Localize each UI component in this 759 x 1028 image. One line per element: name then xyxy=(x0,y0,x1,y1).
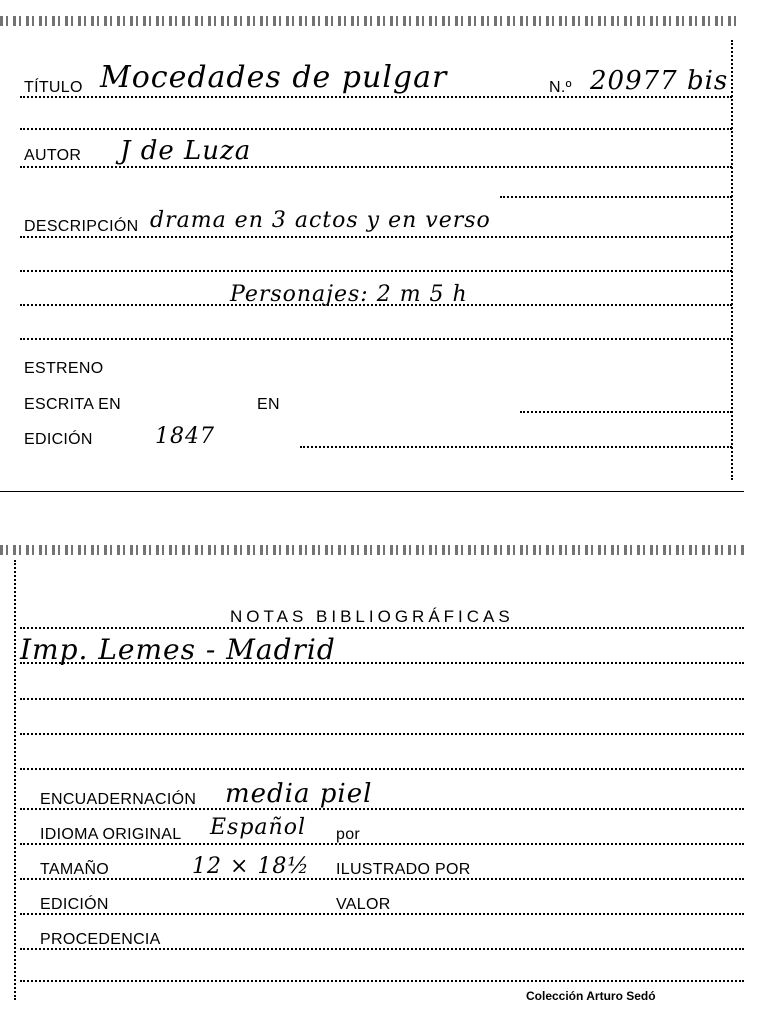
procedencia-line-2 xyxy=(20,980,744,982)
notes-value: Imp. Lemes - Madrid xyxy=(20,633,336,666)
autor-label: AUTOR xyxy=(24,147,82,164)
estreno-label: ESTRENO xyxy=(24,360,104,377)
descripcion-value-1: drama en 3 actos y en verso xyxy=(150,208,491,233)
escrita-line xyxy=(520,411,732,413)
notes-line-4 xyxy=(20,733,744,735)
notes-title: NOTAS BIBLIOGRÁFICAS xyxy=(230,607,514,626)
edicion-line xyxy=(300,446,732,448)
scan-noise-top xyxy=(0,16,740,26)
procedencia-line xyxy=(20,948,744,950)
escrita-label: ESCRITA EN xyxy=(24,396,121,413)
autor-line xyxy=(20,166,732,168)
encuadernacion-value: media piel xyxy=(225,779,373,809)
blank-line xyxy=(20,128,732,130)
en-label: EN xyxy=(257,396,280,413)
encuadernacion-label: ENCUADERNACIÓN xyxy=(40,791,197,808)
notes-line-1 xyxy=(20,627,744,629)
titulo-label: TÍTULO xyxy=(24,79,83,96)
edicion-value: 1847 xyxy=(155,424,215,449)
idioma-line xyxy=(20,843,744,845)
tamano-line xyxy=(20,878,744,880)
notes-line-5 xyxy=(20,768,744,770)
autor-value: J de Luza xyxy=(120,136,252,166)
credit-text: Colección Arturo Sedó xyxy=(526,989,656,1003)
notes-line-3 xyxy=(20,698,744,700)
tamano-label: TAMAÑO xyxy=(40,861,110,878)
autor-line-2 xyxy=(500,196,732,198)
idioma-value: Español xyxy=(210,815,306,840)
edicion-bottom-line xyxy=(20,913,744,915)
valor-label: VALOR xyxy=(336,896,391,913)
descripcion-line-3 xyxy=(20,304,732,306)
encuadernacion-line xyxy=(20,808,744,810)
card-edge-right xyxy=(731,40,733,480)
titulo-value: Mocedades de pulgar xyxy=(100,60,448,95)
edicion-bottom-label: EDICIÓN xyxy=(40,896,109,913)
descripcion-line-2 xyxy=(20,270,732,272)
titulo-line xyxy=(20,96,732,98)
scan-noise-bottom xyxy=(0,545,744,555)
por-label: por xyxy=(336,826,361,843)
descripcion-value-2: Personajes: 2 m 5 h xyxy=(230,282,468,307)
tamano-value: 12 × 18½ xyxy=(192,854,310,879)
descripcion-line-4 xyxy=(20,338,732,340)
descripcion-line xyxy=(20,236,732,238)
ilustrado-label: ILUSTRADO POR xyxy=(336,861,471,878)
notes-line-2 xyxy=(20,662,744,664)
edicion-label: EDICIÓN xyxy=(24,431,93,448)
idioma-label: IDIOMA ORIGINAL xyxy=(40,826,182,843)
procedencia-label: PROCEDENCIA xyxy=(40,931,161,948)
numero-label: N.º xyxy=(549,79,572,96)
numero-value: 20977 bis xyxy=(590,66,729,96)
card-edge-left xyxy=(14,560,16,1000)
descripcion-label: DESCRIPCIÓN xyxy=(24,218,139,235)
card-divider xyxy=(0,491,744,492)
